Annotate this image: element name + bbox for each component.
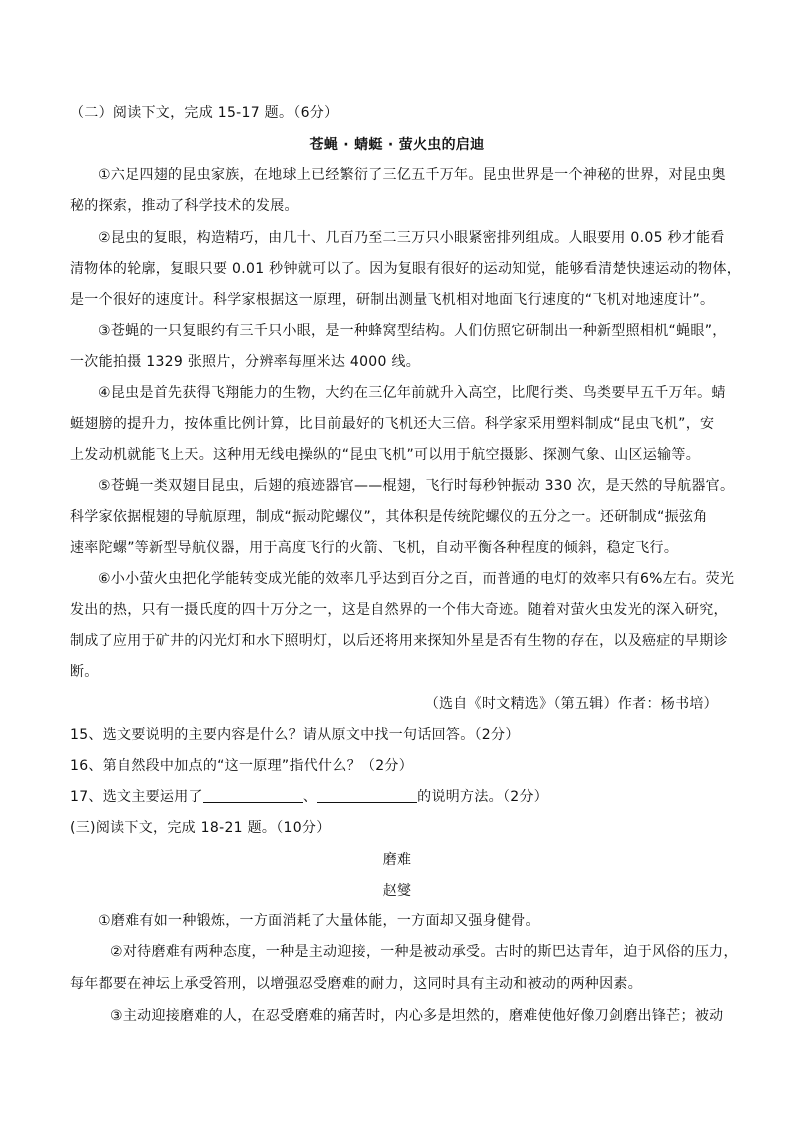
paragraph-line: 断。	[70, 664, 99, 680]
article-title: 磨难	[382, 852, 412, 868]
question-17	[70, 787, 730, 807]
paragraph-line: 蜓翅膀的提升力，按体重比例计算，比目前最好的飞机还大三倍。科学家采用塑料制成“昆虫飞机”，安	[70, 416, 715, 432]
paragraph-line: 每年都要在神坛上承受笞刑，以增强忍受磨难的耐力，这同时具有主动和被动的两种因素。	[70, 976, 642, 992]
answer-blank-1[interactable]	[203, 788, 303, 803]
section3-instruction: (三)阅读下文，完成 18-21 题。（10分）	[70, 820, 331, 836]
paragraph-line: 清物体的轮廓，复眼只要 0.01 秒钟就可以了。因为复眼有很好的运动知觉，能够看清楚快速运动的物体，	[70, 261, 742, 277]
paragraph-line: 速率陀螺”等新型导航仪器，用于高度飞行的火箭、飞机，自动平衡各种程度的倾斜，稳定飞行。	[70, 540, 679, 556]
paragraph-line: ③主动迎接磨难的人，在忍受磨难的痛苦时，内心多是坦然的，磨难使他好像刀剑磨出锋芒；被动	[110, 1008, 724, 1024]
article-title: 苍蝇 · 蜻蜓 · 萤火虫的启迪	[309, 137, 485, 153]
section2-instruction: （二）阅读下文，完成 15-17 题。（6分）	[70, 105, 339, 121]
paragraph-line: 秘的探索，推动了科学技术的发展。	[70, 198, 299, 214]
paragraph-line: 上发动机就能飞上天。这种用无线电操纵的“昆虫飞机”可以用于航空摄影、探测气象、山区运输等。	[70, 447, 701, 463]
paragraph-line: 科学家依据棍翅的导航原理，制成“振动陀螺仪”，其体积是传统陀螺仪的五分之一。还研制成“振弦角	[70, 509, 708, 525]
answer-blank-2[interactable]	[317, 788, 417, 803]
question-17-suffix: 的说明方法。（2分）	[417, 789, 549, 805]
paragraph-line: ④昆虫是首先获得飞翔能力的生物，大约在三亿年前就升入高空，比爬行类、鸟类要早五千万年。蜻	[98, 385, 726, 401]
paragraph-line: 制成了应用于矿井的闪光灯和水下照明灯，以后还将用来探知外星是否有生物的存在，以及癌症的早期诊	[70, 633, 728, 649]
paragraph-line: ⑥小小萤火虫把化学能转变成光能的效率几乎达到百分之百，而普通的电灯的效率只有6%左右。荧光	[98, 571, 735, 587]
paragraph-line: ②昆虫的复眼，构造精巧，由几十、几百乃至二三万只小眼紧密排列组成。人眼要用 0.05 秒才能看	[98, 230, 725, 246]
question-17-prefix: 17、选文主要运用了	[70, 789, 203, 805]
paragraph-line: 一次能拍摄 1329 张照片，分辨率每厘米达 4000 线。	[70, 354, 421, 370]
source-citation: （选自《时文精选》（第五辑）作者：杨书培）	[424, 696, 718, 712]
article-author: 赵燮	[382, 883, 412, 899]
paragraph-line: ①磨难有如一种锻炼，一方面消耗了大量体能，一方面却又强身健骨。	[98, 913, 540, 929]
paragraph-line: 是一个很好的速度计。科学家根据这一原理，研制出测量飞机相对地面飞行速度的“飞机对地速度计”。	[70, 292, 715, 308]
paragraph-line: 发出的热，只有一摄氏度的四十万分之一，这是自然界的一个伟大奇迹。随着对萤火虫发光的深入研究，	[70, 602, 728, 618]
question-15: 15、选文要说明的主要内容是什么？请从原文中找一句话回答。（2分）	[70, 727, 520, 743]
paragraph-line: ②对待磨难有两种态度，一种是主动迎接，一种是被动承受。古时的斯巴达青年，迫于风俗的压力，	[110, 944, 738, 960]
paragraph-line: ⑤苍蝇一类双翅目昆虫，后翅的痕迹器官——棍翅，飞行时每秒钟振动 330 次，是天然的导航器官。	[98, 478, 735, 494]
paragraph-line: ③苍蝇的一只复眼约有三千只小眼，是一种蜂窝型结构。人们仿照它研制出一种新型照相机“蝇眼”，	[98, 323, 727, 339]
question-17-separator: 、	[302, 789, 318, 805]
paragraph-line: ①六足四翅的昆虫家族，在地球上已经繁衍了三亿五千万年。昆虫世界是一个神秘的世界，对昆虫奥	[98, 167, 726, 183]
question-16: 16、第自然段中加点的“这一原理”指代什么？（2分）	[70, 758, 414, 774]
